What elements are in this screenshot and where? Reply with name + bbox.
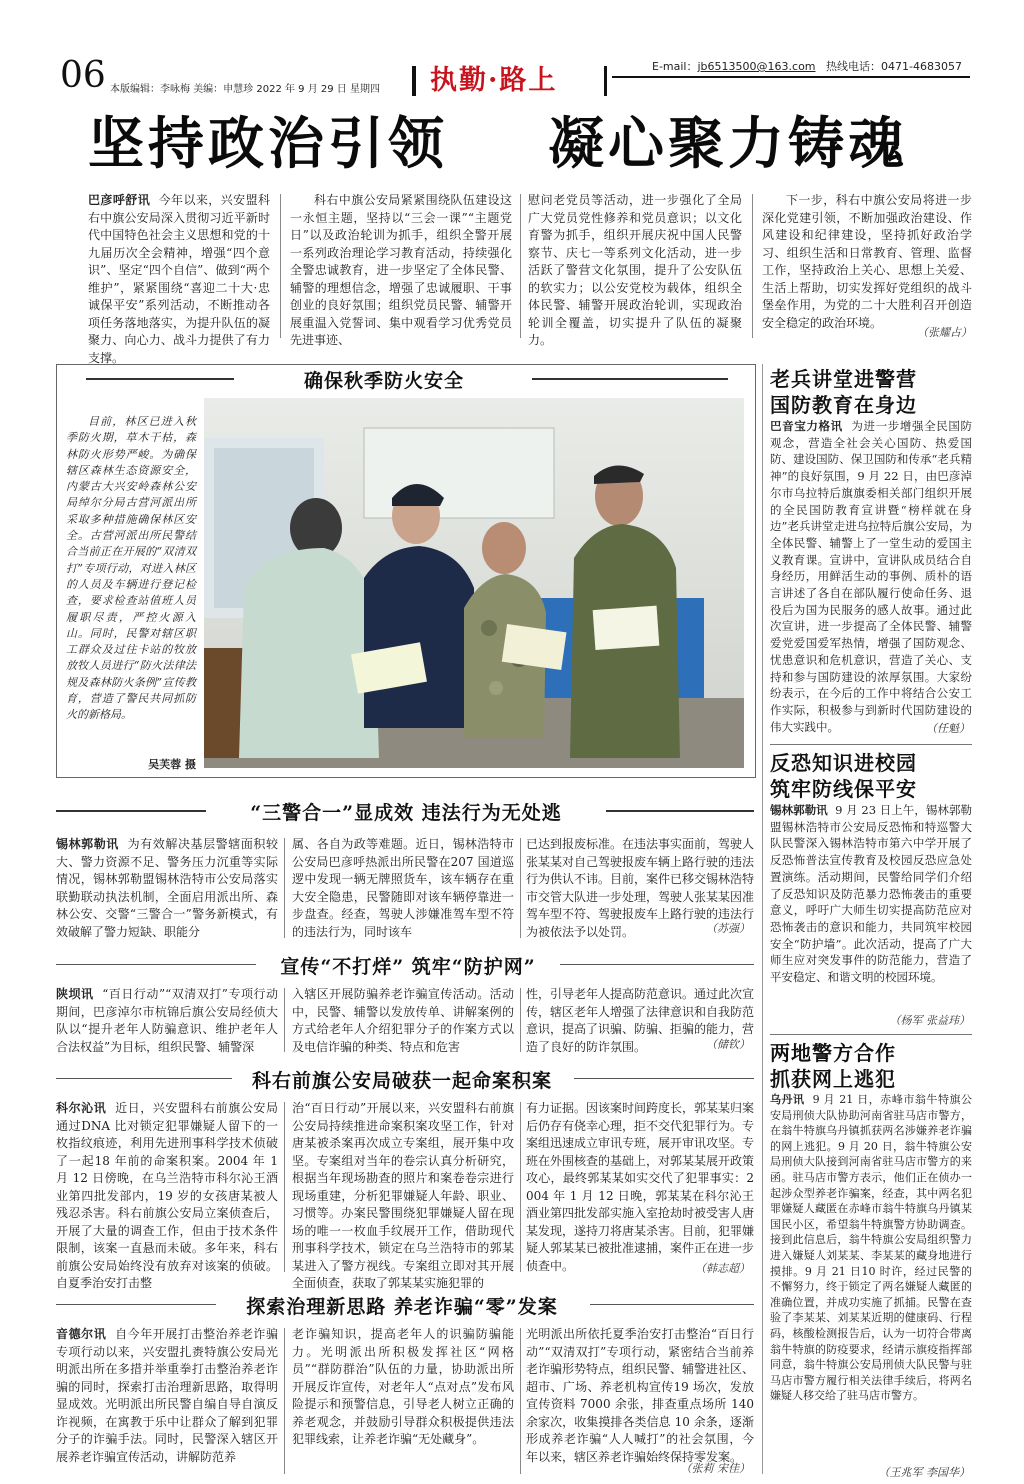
col-divider [520,838,521,938]
contact-line [652,58,962,74]
col-divider [520,1328,521,1474]
photo-box-title-rule-right [532,378,728,380]
side-liangdi-title [770,1040,970,1092]
side-laobing-byline: （任魁） [926,722,970,735]
article-keyou-byline: （韩志超） [695,1262,750,1275]
side-fankong-body: 9 月 23 日上午，锡林郭勒盟锡林浩特市公安局反恐怖和特巡警大队民警深入锡林浩特市第六中学开展了反恐怖普法宣传教育及校园反恐应急处置演练。活动期间，民警给同学们介绍了反恐知识及防范暴力恐怖袭击的重要意义，呼吁广大师生切实提高防范应对恐怖袭击的意识和能力，共同筑牢校园安全“防护墙”。此次活动，提高了广大师生应对突发事件的防范能力，营造了平安稳定、和谐文明的校园环境。 [770,803,973,985]
headline-rule [590,1304,754,1305]
article-sanjing-col-2 [292,836,514,941]
col-divider [284,1328,285,1474]
article-tansuo-col-2 [292,1326,514,1449]
side-laobing-body: 为进一步增强全民国防观念，营造全社会关心国防、热爱国防、建设国防、保卫国防和传承“老兵精神”的良好氛围，9 月 22 日，由巴彦淖尔市乌拉特后旗旗委相关部门组织开展的全民国防教育宣讲暨“榜样就在身边”老兵讲堂走进乌拉特后旗公安局，为全体民警、辅警上了一堂生动的爱国主义教育课。宣讲中，宣讲队成员结合自身经历，用鲜活生动的事例、质朴的语言讲述了各自在部队履行使命任务、退役后为国为民服务的感人故事。通过此次宣讲，进一步提高了全体民警、辅警爱党爱国爱军热情，增强了国防观念、忧患意识和危机意识，营造了关心、支持和参与国防建设的浓厚氛围。大家纷纷表示，在今后的工作中将结合公安工作实际，积极参与到新时代国防建设的伟大实践中。 [770,419,973,734]
col-divider [284,838,285,938]
main-headline-right: 凝心聚力铸魂 [548,111,908,177]
article-tansuo-title: 探索治理新思路 养老诈骗“零”发案 [246,1296,558,1318]
col-divider [280,194,281,338]
headline-rule [560,964,754,965]
article-buzhuang-title: 宣传“不打烊” 筑牢“防护网” [280,956,536,978]
headline-rule [56,810,206,812]
lead-col-1 [88,192,270,367]
article-sanjing-col2-text: 属、各自为政等难题。近日，锡林浩特市公安局巴彦呼热派出所民警在207 国道巡逻中发现一辆无牌照货车，该车辆存在重大安全隐患，民警随即对该车辆停靠进一步盘查。经查，驾驶人涉嫌准驾车型不符的违法行为，同时该车 [292,837,514,939]
article-tansuo-col-3 [526,1326,754,1466]
lead-col4-text: 下一步，科右中旗公安局将进一步深化党建引领，不断加强政治建设、作风建设和纪律建设，坚持抓好政治学习、组织生活和日常教育、管理、监督工作，坚持政治上关心、思想上关爱、生活上帮助，切实发挥好党组织的战斗堡垒作用，为党的二十大胜利召开创造安全稳定的政治环境。 [762,193,972,330]
email-label: E-mail： [652,60,698,73]
lead-col-2 [290,192,512,350]
article-sanjing-col3-text: 已达到报废标准。在违法事实面前，驾驶人张某某对自己驾驶报废车辆上路行驶的违法行为供认不讳。目前，案件已移交锡林浩特市交管大队进一步处理，驾驶人张某某因准驾车型不符、驾驶报废车上路行驶的违法行为被依法予以处罚。 [526,837,755,939]
lead-byline-start: 巴彦呼舒讯 [88,193,151,207]
col-divider [520,194,521,338]
side-fankong-byline: （杨军 张益玮） [889,1014,970,1027]
sidebar-rule [770,1034,972,1035]
lead-byline: （张耀占） [917,326,972,339]
headline-rule [606,810,754,812]
article-tansuo-byline-start: 音德尔讯 [56,1327,107,1341]
lead-col1-text: 今年以来，兴安盟科右中旗公安局深入贯彻习近平新时代中国特色社会主义思想和党的十九届历次全会精神，增强“四个意识”、坚定“四个自信”、做到“两个维护”，紧紧围绕“喜迎二十大·忠诚保平安”系列活动，不断推动各项任务落地落实，为提升队伍的凝聚力、向心力、战斗力提供了有力支撑。 [88,193,270,365]
page-number: 06 [60,55,106,96]
article-tansuo-col3-text: 光明派出所依托夏季治安打击整治“百日行动”“双清双打”专项行动，紧密结合当前养老诈骗形势特点，组织民警、辅警进社区、超市、广场、养老机构宣传19 场次，发放宣传资料 7000 余张，排查重点场所 140 余家次，收集摸排各类信息 10 余条，逐渐形成养老诈骗“人人喊打”的社会氛围，今年以来，辖区养老诈骗始终保持零发案。 [526,1327,755,1464]
sidebar-divider [762,364,763,1474]
article-sanjing-col-1 [56,836,278,941]
headline-rule [56,964,256,965]
photo-illustration [204,398,744,768]
article-keyou-col3-text: 有力证据。因该案时间跨度长，郭某某归案后仍存有侥幸心理，拒不交代犯罪行为。专案组迅速成立审讯专班，展开审讯攻坚。专班在外围核查的基础上，对郭某某展开政策攻心，最终郭某某如实交代了犯罪事实：2004 年 1 月 12 日晚，郭某某在科尔沁王酒业第四批发部实施入室抢劫时被受害人唐某发现，遂持刀将唐某杀害。目前，犯罪嫌疑人郭某某已被批准逮捕，案件正在进一步侦查中。 [526,1101,755,1273]
article-buzhuang-byline: （储钦） [706,1038,750,1051]
side-laobing-title-line2: 国防教育在身边 [770,393,917,417]
article-keyou-col-1 [56,1100,278,1293]
article-sanjing-byline: （苏强） [706,922,750,935]
side-fankong-text [770,802,972,986]
col-divider [520,988,521,1052]
lead-col-4 [762,192,972,332]
hotline: 热线电话：0471-4683057 [826,60,962,73]
side-fankong-title-line2: 筑牢防线保平安 [770,777,917,801]
sidebar-rule [770,744,972,745]
section-title: 执勤·路上 [430,65,558,96]
headline-rule [56,1304,216,1305]
article-buzhuang-col-1 [56,986,278,1056]
lead-col3-text: 慰问老党员等活动，进一步强化了全局广大党员党性修养和党员意识；以文化育警为抓手，组织开展庆祝中国人民警察节、庆七一等系列文化活动，进一步活跃了警营文化氛围，提升了公安队伍的软实力；以公安党校为载体，组织全体民警、辅警开展政治轮训，实现政治轮训全覆盖，切实提升了队伍的凝聚力。 [528,193,742,347]
photo-caption-text: 目前，林区已进入秋季防火期，草木干枯，森林防火形势严峻。为确保辖区森林生态资源安全，内蒙古大兴安岭森林公安局绰尔分局古营河派出所采取多种措施确保林区安全。古营河派出所民警结合当前正在开展的“双清双打”专项行动，对进入林区的人员及车辆进行登记检查，要求检查站值班人员履职尽责，严控火源入山。同时，民警对辖区职工群众及过往卡站的牧放放牧人员进行“防火法律法规及森林防火条例”宣传教育，营造了警民共同抓防火的新格局。 [66,415,196,722]
article-sanjing-col1-text: 为有效解决基层警辖面积较大、警力资源不足、警务压力沉重等实际情况，锡林郭勒盟锡林浩特市公安局落实联勤联动执法机制，全面启用派出所、森林公安、交警“三警合一”警务新模式，有效破解了警力短缺、职能分 [56,837,278,939]
masthead-top-rule [612,76,970,78]
col-divider [752,194,753,338]
main-headline-left: 坚持政治引领 [88,111,448,177]
article-sanjing-title: “三警合一”显成效 违法行为无处逃 [250,802,562,824]
side-liangdi-text [770,1092,972,1404]
photo [204,398,744,768]
article-keyou-col2-text: 治“百日行动”开展以来，兴安盟科右前旗公安局持续推进命案积案攻坚工作，针对唐某被杀案再次成立专案组，展开集中攻坚。专案组对当年的卷宗认真分析研究，根据当年现场勘查的照片和案卷卷宗进行现场重建，分析犯罪嫌疑人年龄、职业、习惯等。办案民警围绕犯罪嫌疑人留在现场的唯一一枚血手纹展开工作，借助现代刑事科学技术，锁定在乌兰浩特市的郭某某进入了警方视线。专案组立即对其开展全面侦查，获取了郭某某实施犯罪的 [292,1101,514,1290]
side-liangdi-title-line2: 抓获网上逃犯 [770,1067,896,1091]
side-liangdi-byline-start: 乌丹讯 [770,1093,805,1106]
col-divider [284,988,285,1052]
article-buzhuang-col-2 [292,986,514,1056]
masthead-divider-right [604,66,607,96]
email-link[interactable]: jb6513500@163.com [697,60,816,73]
lead-col2-text: 科右中旗公安局紧紧围绕队伍建设这一永恒主题，坚持以“三会一课”“主题党日”以及政治轮训为抓手，组织全警开展一系列政治理论学习教育活动，持续强化全警忠诚教育，进一步坚定了全体民警、辅警的理想信念，增强了忠诚履职、干事创业的良好氛围；组织党员民警、辅警开展重温入党誓词、集中观看学习优秀党员先进事迹、 [290,193,512,347]
side-fankong-title [770,750,970,802]
side-laobing-text [770,418,972,735]
editors-line: 本版编辑：李咏梅 美编：申慧珍 2022 年 9 月 29 日 星期四 [110,84,380,95]
article-keyou-col-2 [292,1100,514,1293]
article-tansuo-byline: （张莉 宋佳） [680,1462,750,1475]
photographer: 吴芙蓉 摄 [148,758,196,771]
masthead-divider-left [412,66,416,96]
side-laobing-byline-start: 巴音宝力格讯 [770,419,843,433]
photo-caption [66,414,196,724]
side-liangdi-body: 9 月 21 日，赤峰市翁牛特旗公安局刑侦大队协助河南省驻马店市警方，在翁牛特旗乌丹镇抓获两名涉嫌养老诈骗的网上逃犯。9 月 20 日，翁牛特旗公安局刑侦大队接到河南省驻马店市警方的来函。驻马店市警方表示，他们正在侦办一起涉众型养老诈骗案，经查，其中两名犯罪嫌疑人藏匿在赤峰市翁牛特旗乌丹镇某国民小区，希望翁牛特旗警方协助调查。接到此信息后，翁牛特旗公安局组织警力进入嫌疑人刘某某、李某某的藏身地进行摸排。9 月 21 日10 时许，经过民警的不懈努力，终于锁定了两名嫌疑人藏匿的准确位置，并成功实施了抓捕。民警在查验了李某某、刘某某近期的健康码、行程码，核酸检测报告后，认为一切符合带离翁牛特旗的防疫要求，经请示旗疫指挥部同意，翁牛特旗公安局刑侦大队民警与驻马店市警方履行相关法律手续后，将两名嫌疑人移交给了驻马店市警方。 [770,1093,973,1403]
article-keyou-byline-start: 科尔沁讯 [56,1101,107,1115]
headline-rule [574,1078,754,1079]
article-keyou-title: 科右前旗公安局破获一起命案积案 [251,1070,552,1092]
headline-rule [56,1078,232,1079]
article-tansuo-col2-text: 老诈骗知识，提高老年人的识骗防骗能力。光明派出所积极发挥社区“网格员”“群防群治”队伍的力量，协助派出所开展反诈宣传，对老年人“点对点”发布风险提示和预警信息，引导老人树立正确的养老观念，并鼓励引导群众积极提供违法犯罪线索，让养老诈骗“无处藏身”。 [292,1327,514,1446]
photo-box-title: 确保秋季防火安全 [303,370,464,392]
side-fankong-byline-start: 锡林郭勒讯 [770,803,828,817]
side-fankong-title-line1: 反恐知识进校园 [770,751,917,775]
side-liangdi-byline: （王兆军 李国华） [878,1466,970,1479]
col-divider [520,1102,521,1272]
article-tansuo-col-1 [56,1326,278,1466]
side-laobing-title-line1: 老兵讲堂进警营 [770,367,917,391]
article-sanjing-byline-start: 锡林郭勒讯 [56,837,119,851]
photo-box-title-rule-left [86,378,234,380]
article-tansuo-col1-text: 自今年开展打击整治养老诈骗专项行动以来，兴安盟扎赉特旗公安局光明派出所在多措并举重拳打击整治养老诈骗的同时，探索打击治理新思路，取得明显成效。光明派出所民警自编自导自演反诈视频，在寓教于乐中让群众了解到犯罪分子的诈骗手法。同时，民警深入辖区开展养老诈骗宣传活动，讲解防范养 [56,1327,278,1464]
article-keyou-col1-text: 近日，兴安盟科右前旗公安局通过DNA 比对锁定犯罪嫌疑人留下的一枚指纹痕迹，利用先进刑事科学技术侦破了一起18 年前的命案积案。2004 年 1 月 12 日傍晚，在乌兰浩特市科尔沁王酒业第四批发部内，19 岁的女孩唐某被人残忍杀害。科右前旗公安局立案侦查后，开展了大量的调查工作，但由于技术条件限制，该案一直悬而未破。多年来，科右前旗公安局始终没有放弃对该案的侦破。自夏季治安打击整 [56,1101,278,1290]
article-buzhuang-col3-text: 性，引导老年人提高防范意识。通过此次宣传，辖区老年人增强了法律意识和自我防范意识，提高了识骗、防骗、拒骗的能力，营造了良好的防诈氛围。 [526,987,755,1054]
article-buzhuang-col1-text: “百日行动”“双清双打”专项行动期间，巴彦淖尔市杭锦后旗公安局经侦大队以“提升老年人防骗意识、维护老年人合法权益”为目标，组织民警、辅警深 [56,987,278,1054]
side-liangdi-title-line1: 两地警方合作 [770,1041,896,1065]
side-laobing-title [770,366,970,418]
lead-col-3 [528,192,742,350]
col-divider [284,1102,285,1272]
article-buzhuang-byline-start: 陕坝讯 [56,987,94,1001]
article-buzhuang-col2-text: 入辖区开展防骗养老诈骗宣传活动。活动中，民警、辅警以发放传单、讲解案例的方式给老年人介绍犯罪分子的作案方式以及电信诈骗的种类、特点和危害 [292,987,514,1054]
article-keyou-col-3 [526,1100,754,1275]
